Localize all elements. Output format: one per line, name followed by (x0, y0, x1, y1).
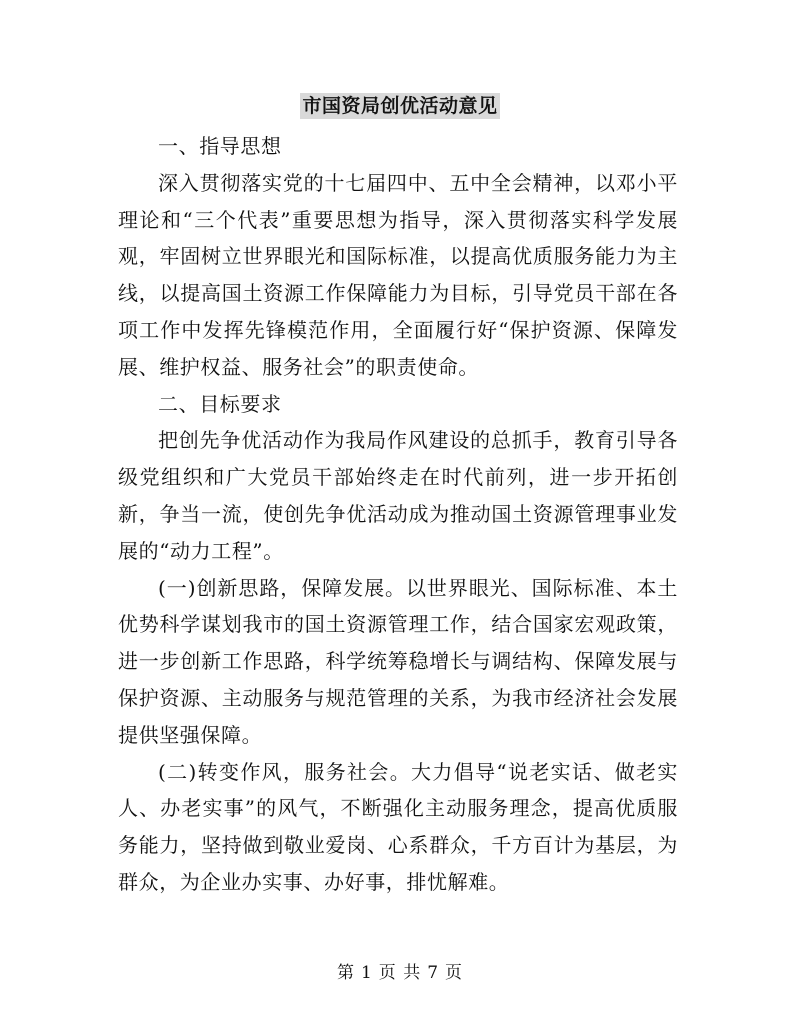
section-heading-goals: 二、目标要求 (158, 391, 282, 416)
paragraph-item-2: (二)转变作风，服务社会。大力倡导“说老实话、做老实人、办老实事”的风气，不断强化主动服务理念，提高优质服务能力，坚持做到敬业爱岗、心系群众，千方百计为基层，为群众，为企业办实事、办好事，排忧解难。 (118, 759, 678, 894)
paragraph-item-1: (一)创新思路，保障发展。以世界眼光、国际标准、本土优势科学谋划我市的国土资源管理工作，结合国家宏观政策，进一步创新工作思路，科学统筹稳增长与调结构、保障发展与保护资源、主动服务与规范管理的关系，为我市经济社会发展提供坚强保障。 (118, 575, 678, 747)
paragraph-goals: 把创先争优活动作为我局作风建设的总抓手，教育引导各级党组织和广大党员干部始终走在时代前列，进一步开拓创新，争当一流，使创先争优活动成为推动国土资源管理事业发展的“动力工程”。 (118, 428, 678, 563)
document-body (118, 128, 678, 901)
document-title: 市国资局创优活动意见 (302, 95, 498, 117)
title-container (0, 93, 800, 119)
footer-total-pages: 7 (427, 963, 440, 983)
footer-page-number: 1 (360, 963, 373, 983)
footer-prefix: 第 (336, 963, 355, 983)
paragraph-guiding-thought: 深入贯彻落实党的十七届四中、五中全会精神，以邓小平理论和“三个代表”重要思想为指导，深入贯彻落实科学发展观，牢固树立世界眼光和国际标准，以提高优质服务能力为主线，以提高国土资源工作保障能力为目标，引导党员干部在各项工作中发挥先锋模范作用，全面履行好“保护资源、保障发展、维护权益、服务社会”的职责使命。 (118, 170, 678, 379)
page-footer (0, 962, 800, 984)
section-heading-guiding-thought: 一、指导思想 (158, 134, 282, 158)
footer-middle: 页 共 (378, 963, 422, 983)
footer-suffix: 页 (445, 963, 464, 983)
